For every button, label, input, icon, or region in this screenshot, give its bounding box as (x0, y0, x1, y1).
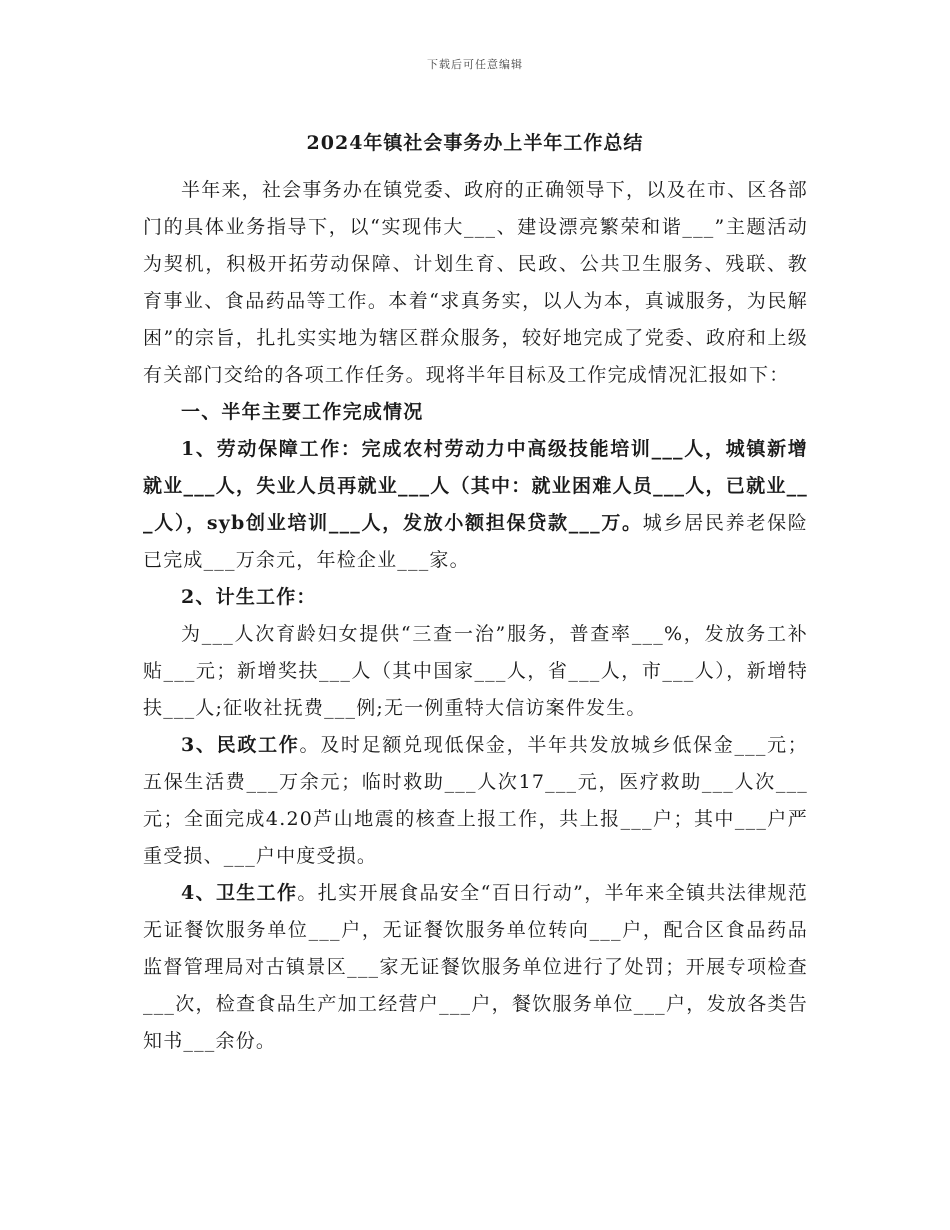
document-title: 2024年镇社会事务办上半年工作总结 (306, 132, 644, 154)
civil-affairs-paragraph (143, 727, 808, 875)
labor-security-paragraph (143, 431, 808, 579)
health-heading: 4、卫生工作 (181, 882, 298, 904)
page-watermark: 下载后可任意编辑 (427, 58, 523, 71)
civil-affairs-heading: 3、民政工作 (181, 734, 300, 756)
health-paragraph (143, 875, 808, 1060)
intro-paragraph: 半年来，社会事务办在镇党委、政府的正确领导下，以及在市、区各部门的具体业务指导下，以“实现伟大___、建设漂亮繁荣和谐___”主题活动为契机，积极开拓劳动保障、计划生育、民政、公共卫生服务、残联、教育事业、食品药品等工作。本着“求真务实，以人为本，真诚服务，为民解困”的宗旨，扎扎实实地为辖区群众服务，较好地完成了党委、政府和上级有关部门交给的各项工作任务。现将半年目标及工作完成情况汇报如下： (143, 179, 808, 386)
health-text: 。扎实开展食品安全“百日行动”，半年来全镇共法律规范无证餐饮服务单位___户，无证餐饮服务单位转向___户，配合区食品药品监督管理局对古镇景区___家无证餐饮服务单位进行了处罚；开展专项检查___次，检查食品生产加工经营户___户，餐饮服务单位___户，发放各类告知书___余份。 (143, 882, 809, 1052)
family-planning-heading: 2、计生工作： (181, 586, 317, 608)
family-planning-paragraph: 为___人次育龄妇女提供“三查一治”服务，普查率___%，发放务工补贴___元；新增奖扶___人（其中国家___人，省___人，市___人），新增特扶___人;征收社抚费___例;无一例重特大信访案件发生。 (143, 623, 808, 719)
civil-affairs-text: 。及时足额兑现低保金，半年共发放城乡低保金___元；五保生活费___万余元；临时救助___人次17___元，医疗救助___人次___元；全面完成4.20芦山地震的核查上报工作，共上报___户；其中___户严重受损、___户中度受损。 (143, 734, 808, 867)
section-heading: 一、半年主要工作完成情况 (181, 401, 424, 423)
document-body (143, 172, 808, 1060)
labor-security-text: 城乡居民养老保险已完成___万余元，年检企业___家。 (143, 512, 808, 571)
labor-security-bold-text: 1、劳动保障工作：完成农村劳动力中高级技能培训___人，城镇新增就业___人，失业人员再就业___人（其中：就业困难人员___人，已就业___人），syb创业培训___人，发放小额担保贷款___万。 (143, 438, 808, 534)
